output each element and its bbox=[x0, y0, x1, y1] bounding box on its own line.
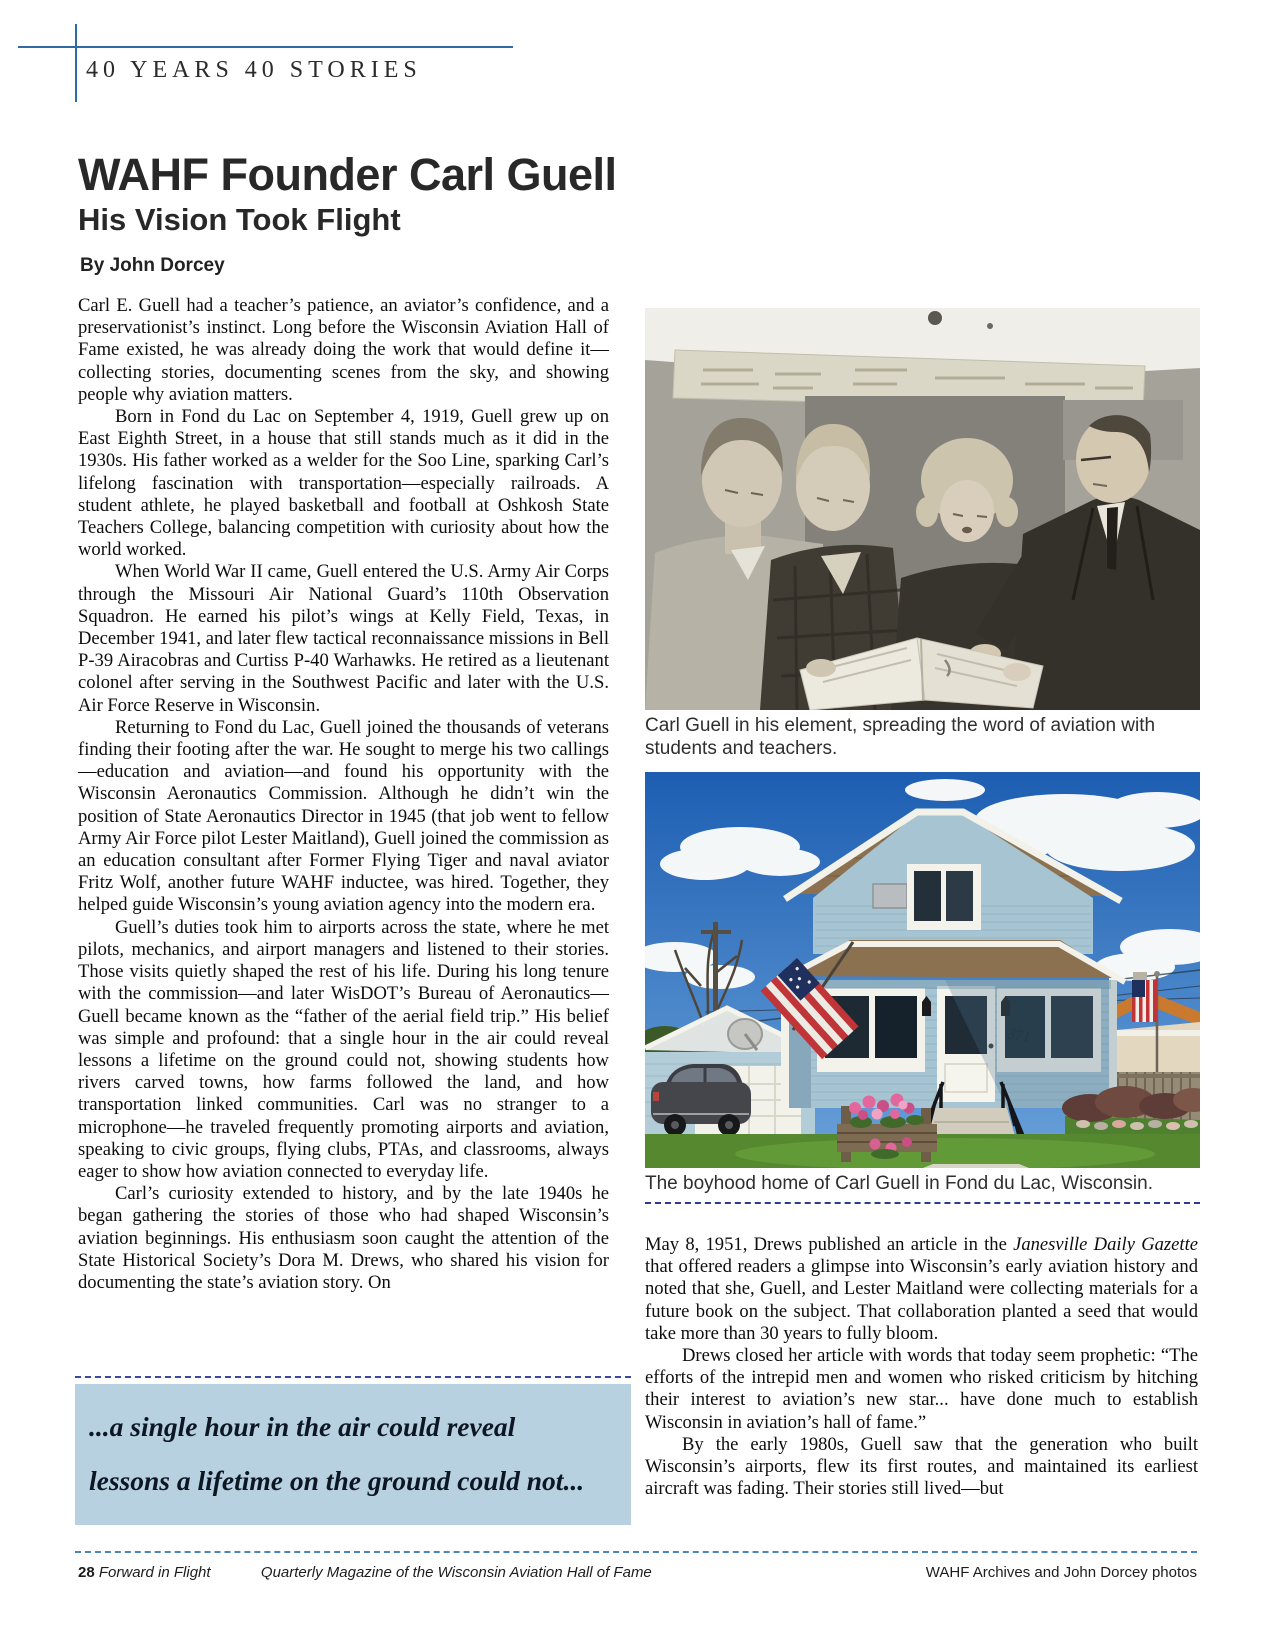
body-paragraph bbox=[645, 1234, 1198, 1345]
body-paragraph: Carl’s curiosity extended to history, and by the late 1940s he began gathering the stories of those who had shaped Wisconsin’s aviation beginnings. His enthusiasm soon caught the attention of the State Historical Society’s Dora M. Drews, who shared his vision for documenting the state’s aviation story. On bbox=[78, 1183, 609, 1293]
classroom-photo bbox=[645, 308, 1200, 710]
footer bbox=[78, 1564, 1197, 1581]
page-title: WAHF Founder Carl Guell bbox=[78, 149, 617, 200]
ac-unit bbox=[873, 884, 907, 908]
header-horizontal-rule bbox=[18, 46, 513, 48]
header-vertical-rule bbox=[75, 24, 77, 102]
footer-left bbox=[78, 1564, 652, 1581]
paragraph-segment: that offered readers a glimpse into Wisconsin’s early aviation history and noted that she, Guell, and Lester Maitland were collecting materials for a future book on the subject. That collaboration planted a seed that would take more than 30 years to fully bloom. bbox=[645, 1256, 1198, 1344]
magazine-name: Forward in Flight bbox=[98, 1564, 211, 1581]
classroom-photo-caption: Carl Guell in his element, spreading the word of aviation with students and teachers. bbox=[645, 715, 1156, 759]
body-paragraph: Drews closed her article with words that today seem prophetic: “The efforts of the intrepid men and women who risked criticism by hitching their interest to aviation’s new star... have done much to establish Wisconsin in aviation’s hall of fame.” bbox=[645, 1345, 1198, 1433]
pull-quote-line: lessons a lifetime on the ground could not... bbox=[89, 1465, 585, 1496]
house-number: 371 bbox=[1006, 1026, 1032, 1046]
section-eyebrow: 40 YEARS 40 STORIES bbox=[86, 57, 422, 83]
footer-dashed-rule bbox=[75, 1551, 1197, 1553]
house-photo bbox=[645, 772, 1200, 1168]
photo-credits: WAHF Archives and John Dorcey photos bbox=[925, 1564, 1197, 1581]
byline: By John Dorcey bbox=[80, 255, 225, 276]
house-photo-caption: The boyhood home of Carl Guell in Fond du Lac, Wisconsin. bbox=[645, 1172, 1200, 1204]
body-paragraph: By the early 1980s, Guell saw that the generation who built Wisconsin’s airports, flew its first routes, and maintained its earliest aircraft was fading. Their stories still lived—but bbox=[645, 1433, 1198, 1500]
magazine-tagline: Quarterly Magazine of the Wisconsin Aviation Hall of Fame bbox=[260, 1564, 652, 1581]
right-column bbox=[645, 1234, 1198, 1500]
front-walk bbox=[923, 1164, 1029, 1168]
body-paragraph: Returning to Fond du Lac, Guell joined the thousands of veterans finding their footing after the war. He sought to merge his two callings—education and aviation—and found his opportunity with the Wisconsin Aeronautics Commission. Although he didn’t win the position of State Aeronautics Director in 1945 (that job went to fellow Army Air Force pilot Lester Maitland), Guell joined the commission as an education consultant after Former Flying Tiger and naval aviator Fritz Wolf, another future WAHF inductee, was hired. Together, they helped guide Wisconsin’s young aviation agency into the modern era. bbox=[78, 716, 609, 916]
page-subtitle: His Vision Took Flight bbox=[78, 202, 401, 237]
publication-name: Janesville Daily Gazette bbox=[1013, 1234, 1198, 1255]
classroom-photo-illustration bbox=[645, 308, 1200, 710]
body-paragraph: When World War II came, Guell entered the U.S. Army Air Corps through the Missouri Air National Guard’s 110th Observation Squadron. He earned his pilot’s wings at Kelly Field, Texas, in December 1941, and later flew tactical reconnaissance missions in Bell P-39 Airacobras and Curtiss P-40 Warhawks. He retired as a lieutenant colonel after serving in the Southwest Pacific and later with the U.S. Air Force Reserve in Wisconsin. bbox=[78, 561, 609, 716]
body-paragraph: Carl E. Guell had a teacher’s patience, an aviator’s confidence, and a preservationist’s instinct. Long before the Wisconsin Aviation Hall of Fame existed, he was already doing the work that would define it—collecting stories, documenting scenes from the sky, and showing people why aviation matters. bbox=[78, 295, 609, 405]
left-column bbox=[78, 295, 609, 1294]
paragraph-segment: May 8, 1951, Drews published an article in the bbox=[645, 1234, 1014, 1255]
house-photo-illustration bbox=[645, 772, 1200, 1168]
pull-quote-line: ...a single hour in the air could reveal bbox=[89, 1411, 516, 1442]
page-number: 28 bbox=[78, 1564, 95, 1581]
body-paragraph: Born in Fond du Lac on September 4, 1919, Guell grew up on East Eighth Street, in a house that still stands much as it did in the 1930s. His father worked as a welder for the Soo Line, sparking Carl’s lifelong fascination with transportation—especially railroads. A student athlete, he played basketball and football at Oshkosh State Teachers College, balancing competition with curiosity about how the world worked. bbox=[78, 406, 609, 561]
body-paragraph: Guell’s duties took him to airports across the state, where he met pilots, mechanics, and airport managers and listened to their stories. Those visits quietly shaped the rest of his life. During his long tenure with the commission—and later WisDOT’s Bureau of Aeronautics—Guell became known as the “father of the aerial field trip.” His belief was simple and profound: that a single hour in the air could reveal lessons a lifetime on the ground could not, showing students how rivers carved towns, how farms followed the land, and how transportation linked communities. Carl was no stranger to a microphone—he traveled frequently promoting airports and aviation, speaking to civic groups, flying clubs, PTAs, and classrooms, always eager to show how aviation connected to everyday life. bbox=[78, 916, 609, 1182]
pullquote-dashed-rule bbox=[75, 1376, 631, 1378]
pull-quote bbox=[75, 1384, 631, 1525]
